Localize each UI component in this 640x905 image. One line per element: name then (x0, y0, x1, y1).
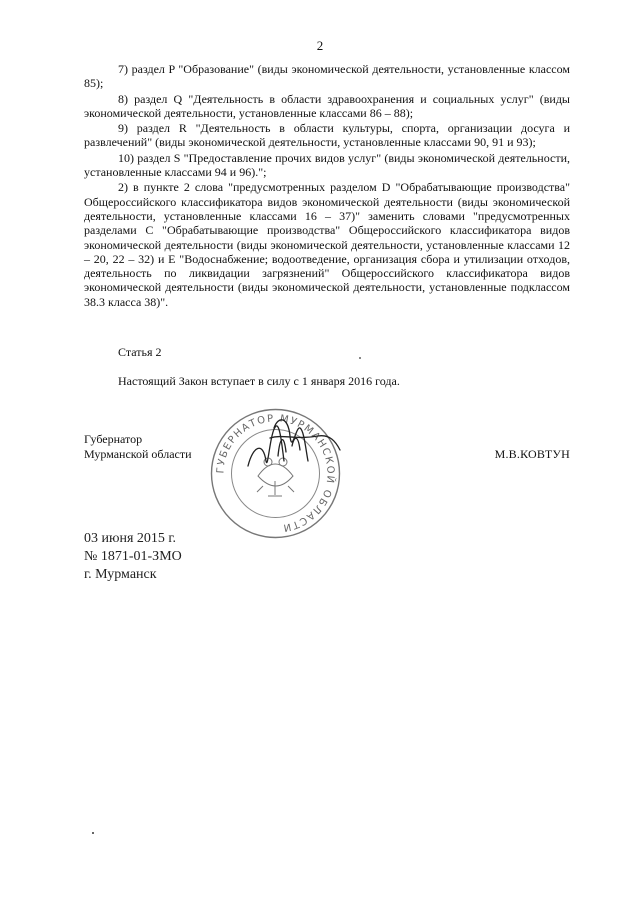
paragraph-amendment-2: 2) в пункте 2 слова "предусмотренных разделом D "Обрабатывающие производства" Общероссийского классификатора видов экономической деятельности (виды экономической деятельности, установленные классами 16 – 37)" заменить словами "предусмотренных разделами C "Обрабатывающие производства" Общероссийского классификатора видов экономической деятельности (виды экономической деятельности, установленные классами 12 – 20, 22 – 32) и E "Водоснабжение; водоотведение, организация сбора и утилизации отходов, деятельность по ликвидации загрязнений" Общероссийского классификатора видов экономической деятельности (виды экономической деятельности, установленные подклассом 38.3 класса 38)". (84, 180, 570, 309)
signatory-title (84, 432, 192, 462)
scan-speck (92, 832, 94, 834)
signatory-title-line2: Мурманской области (84, 447, 192, 461)
official-seal (208, 406, 343, 541)
paragraph-item-7: 7) раздел P "Образование" (виды экономической деятельности, установленные классом 85); (84, 62, 570, 91)
signatory-title-line1: Губернатор (84, 432, 143, 446)
registration-stamp (84, 530, 182, 584)
paragraph-item-9: 9) раздел R "Деятельность в области культуры, спорта, организации досуга и развлечений" (виды экономической деятельности, установленные классами 90, 91 и 93); (84, 121, 570, 150)
stamp-number: № 1871-01-ЗМО (84, 549, 182, 564)
paragraph-item-8: 8) раздел Q "Деятельность в области здравоохранения и социальных услуг" (виды экономической деятельности, установленные классами 86 – 88); (84, 91, 570, 120)
signatory-name: М.В.КОВТУН (494, 447, 570, 461)
stamp-city: г. Мурманск (84, 567, 157, 582)
effective-date-text: Настоящий Закон вступает в силу с 1 января 2016 года. (118, 374, 400, 388)
article-heading: Статья 2 (118, 345, 162, 359)
page-number: 2 (316, 38, 324, 53)
seal-text: ГУБЕРНАТОР МУРМАНСКОЙ ОБЛАСТИ (215, 413, 336, 534)
coat-of-arms-icon (257, 458, 294, 496)
scan-speck (359, 357, 361, 359)
stamp-date: 03 июня 2015 г. (84, 531, 177, 546)
paragraph-item-10: 10) раздел S "Предоставление прочих видов услуг" (виды экономической деятельности, установленные классами 94 и 96)."; (84, 150, 570, 180)
law-text-body (84, 62, 570, 309)
